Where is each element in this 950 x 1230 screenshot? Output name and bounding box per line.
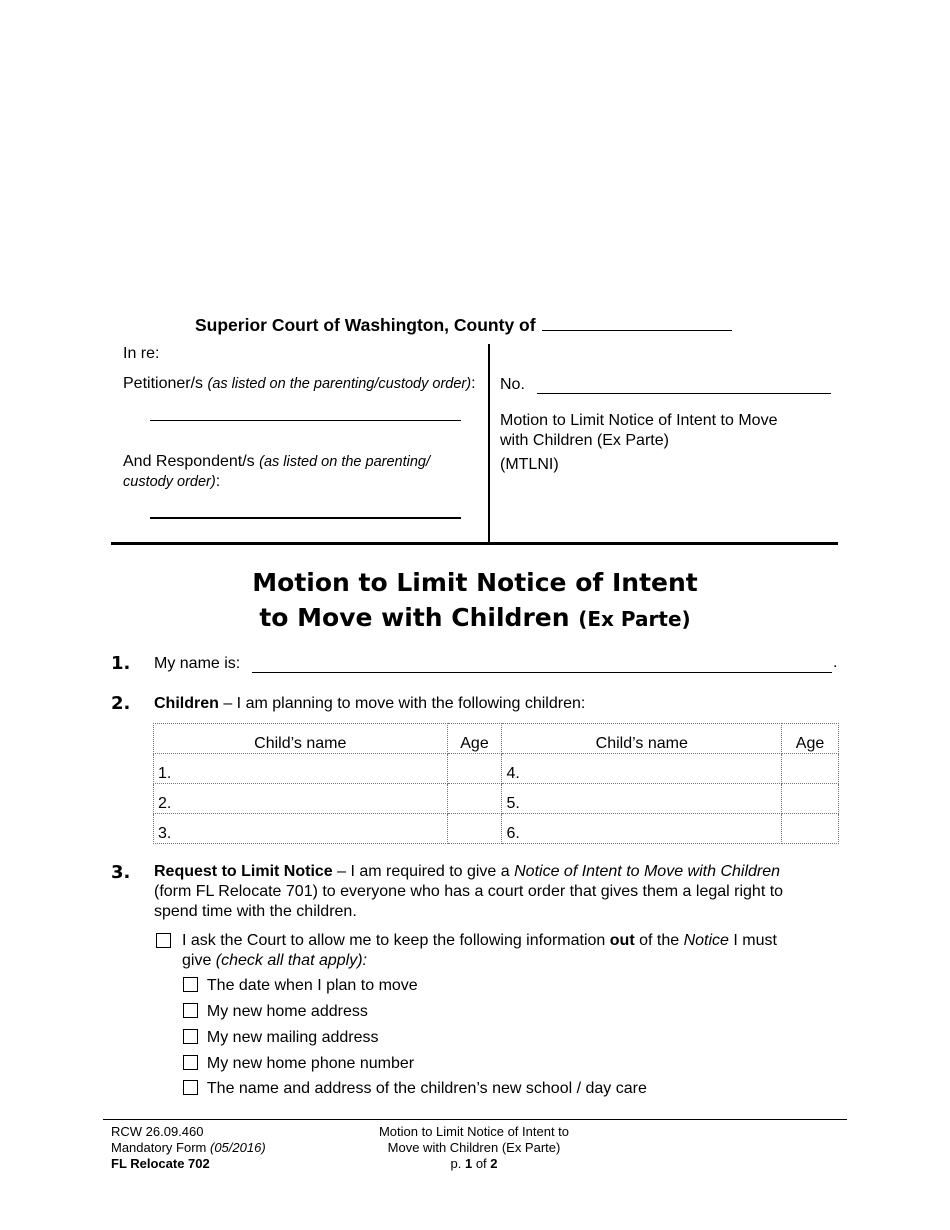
footer-rule [103, 1119, 847, 1120]
request-paragraph [154, 862, 844, 922]
option-date[interactable] [183, 977, 418, 995]
case-no-label: No. [500, 376, 525, 393]
case-no-field[interactable] [537, 393, 831, 394]
column-header: Age [782, 724, 839, 754]
option-label: The date when I plan to move [206, 977, 418, 994]
checkbox[interactable] [183, 1055, 198, 1070]
child-name-cell[interactable]: 2. [154, 784, 448, 814]
form-title-exparte: (Ex Parte) [578, 607, 691, 631]
child-age-cell[interactable] [782, 784, 839, 814]
section-1-number: 1. [111, 653, 131, 674]
footer-center [364, 1124, 584, 1172]
checkbox[interactable] [183, 1080, 198, 1095]
request-text-2: (form FL Relocate 701) to everyone who has a court order that gives them a legal right to [154, 883, 784, 900]
ask-court-checkbox[interactable] [156, 933, 171, 953]
child-name-cell[interactable]: 4. [502, 754, 782, 784]
footer-form-id: FL Relocate 702 [111, 1156, 210, 1171]
ask-text-e: I must [728, 932, 777, 949]
name-field[interactable] [252, 672, 832, 673]
form-title-main: to Move with Children [259, 603, 570, 632]
petitioner-label-line [123, 375, 476, 393]
column-header: Age [447, 724, 502, 754]
ask-text-give: give [182, 952, 216, 969]
ask-text-a: I ask the Court to allow me to keep the following information [182, 932, 610, 949]
page-of: of [475, 1156, 487, 1171]
section-3-number: 3. [111, 862, 131, 883]
name-label: My name is: [154, 655, 241, 672]
footer-title-2: Move with Children (Ex Parte) [387, 1140, 561, 1155]
document-title-block [500, 411, 777, 475]
respondent-field[interactable] [150, 517, 461, 519]
colon: : [471, 375, 476, 392]
column-header: Child’s name [154, 724, 448, 754]
child-age-cell[interactable] [782, 814, 839, 844]
petitioner-field[interactable] [150, 420, 461, 421]
option-label: My new home address [206, 1003, 368, 1020]
ask-text-check-all: (check all that apply): [215, 952, 367, 969]
checkbox[interactable] [183, 977, 198, 992]
option-phone[interactable] [183, 1055, 414, 1073]
children-table [153, 723, 839, 844]
request-heading: Request to Limit Notice [154, 863, 333, 880]
table-row [154, 784, 839, 814]
table-row [154, 754, 839, 784]
court-label: Superior Court of Washington, County of [195, 315, 536, 335]
request-text-1: – I am required to give a [332, 863, 515, 880]
option-label: My new mailing address [206, 1029, 379, 1046]
respondent-note-2: custody order) [123, 474, 216, 490]
child-age-cell[interactable] [782, 754, 839, 784]
request-text-3: spend time with the children. [154, 903, 357, 920]
caption-divider [488, 344, 490, 544]
column-header: Child’s name [502, 724, 782, 754]
child-name-cell[interactable]: 3. [154, 814, 448, 844]
child-name-cell[interactable]: 1. [154, 754, 448, 784]
option-label: My new home phone number [206, 1055, 415, 1072]
page-p: p. [450, 1156, 462, 1171]
page-total: 2 [490, 1156, 498, 1171]
children-heading: Children [154, 695, 219, 712]
table-row [154, 814, 839, 844]
page-current: 1 [464, 1156, 473, 1171]
petitioner-label: Petitioner/s [123, 375, 204, 392]
document-title-line2: with Children (Ex Parte) [500, 432, 669, 449]
ask-text-notice: Notice [683, 932, 729, 949]
county-field[interactable] [542, 314, 732, 331]
footer-mandatory: Mandatory Form [111, 1140, 207, 1155]
footer-left [111, 1124, 266, 1172]
checkbox[interactable] [183, 1003, 198, 1018]
colon: : [215, 473, 221, 490]
option-home-address[interactable] [183, 1003, 368, 1021]
form-title-line1: Motion to Limit Notice of Intent [252, 568, 698, 597]
child-age-cell[interactable] [447, 784, 502, 814]
child-age-cell[interactable] [447, 754, 502, 784]
ask-court-text [182, 931, 832, 971]
section-2-number: 2. [111, 693, 131, 714]
children-intro [154, 694, 585, 714]
footer-rcw: RCW 26.09.460 [111, 1124, 204, 1139]
footer-date: (05/2016) [210, 1140, 266, 1155]
caption-bottom-rule [111, 542, 838, 545]
option-mailing-address[interactable] [183, 1029, 379, 1047]
document-code: (MTLNI) [500, 456, 559, 473]
child-age-cell[interactable] [447, 814, 502, 844]
page-number [364, 1156, 584, 1172]
court-heading [195, 314, 732, 336]
form-title-line2 [0, 603, 950, 632]
petitioner-note: (as listed on the parenting/custody order) [207, 376, 472, 392]
option-school[interactable] [183, 1080, 647, 1098]
footer-title-1: Motion to Limit Notice of Intent to [378, 1124, 570, 1139]
checkbox[interactable] [183, 1029, 198, 1044]
document-title-line1: Motion to Limit Notice of Intent to Move [500, 412, 778, 429]
child-name-cell[interactable]: 5. [502, 784, 782, 814]
request-notice-name: Notice of Intent to Move with Children [514, 863, 781, 880]
name-period: . [833, 654, 838, 671]
option-label: The name and address of the children’s new school / day care [206, 1080, 647, 1097]
in-re-label: In re: [123, 345, 160, 362]
respondent-label-block [123, 452, 430, 492]
respondent-note-1: (as listed on the parenting/ [259, 454, 430, 470]
child-name-cell[interactable]: 6. [502, 814, 782, 844]
ask-text-c: of the [634, 932, 684, 949]
respondent-label: And Respondent/s [123, 453, 255, 470]
children-text: – I am planning to move with the following children: [218, 695, 586, 712]
table-header-row [154, 724, 839, 754]
ask-text-out: out [609, 932, 635, 949]
